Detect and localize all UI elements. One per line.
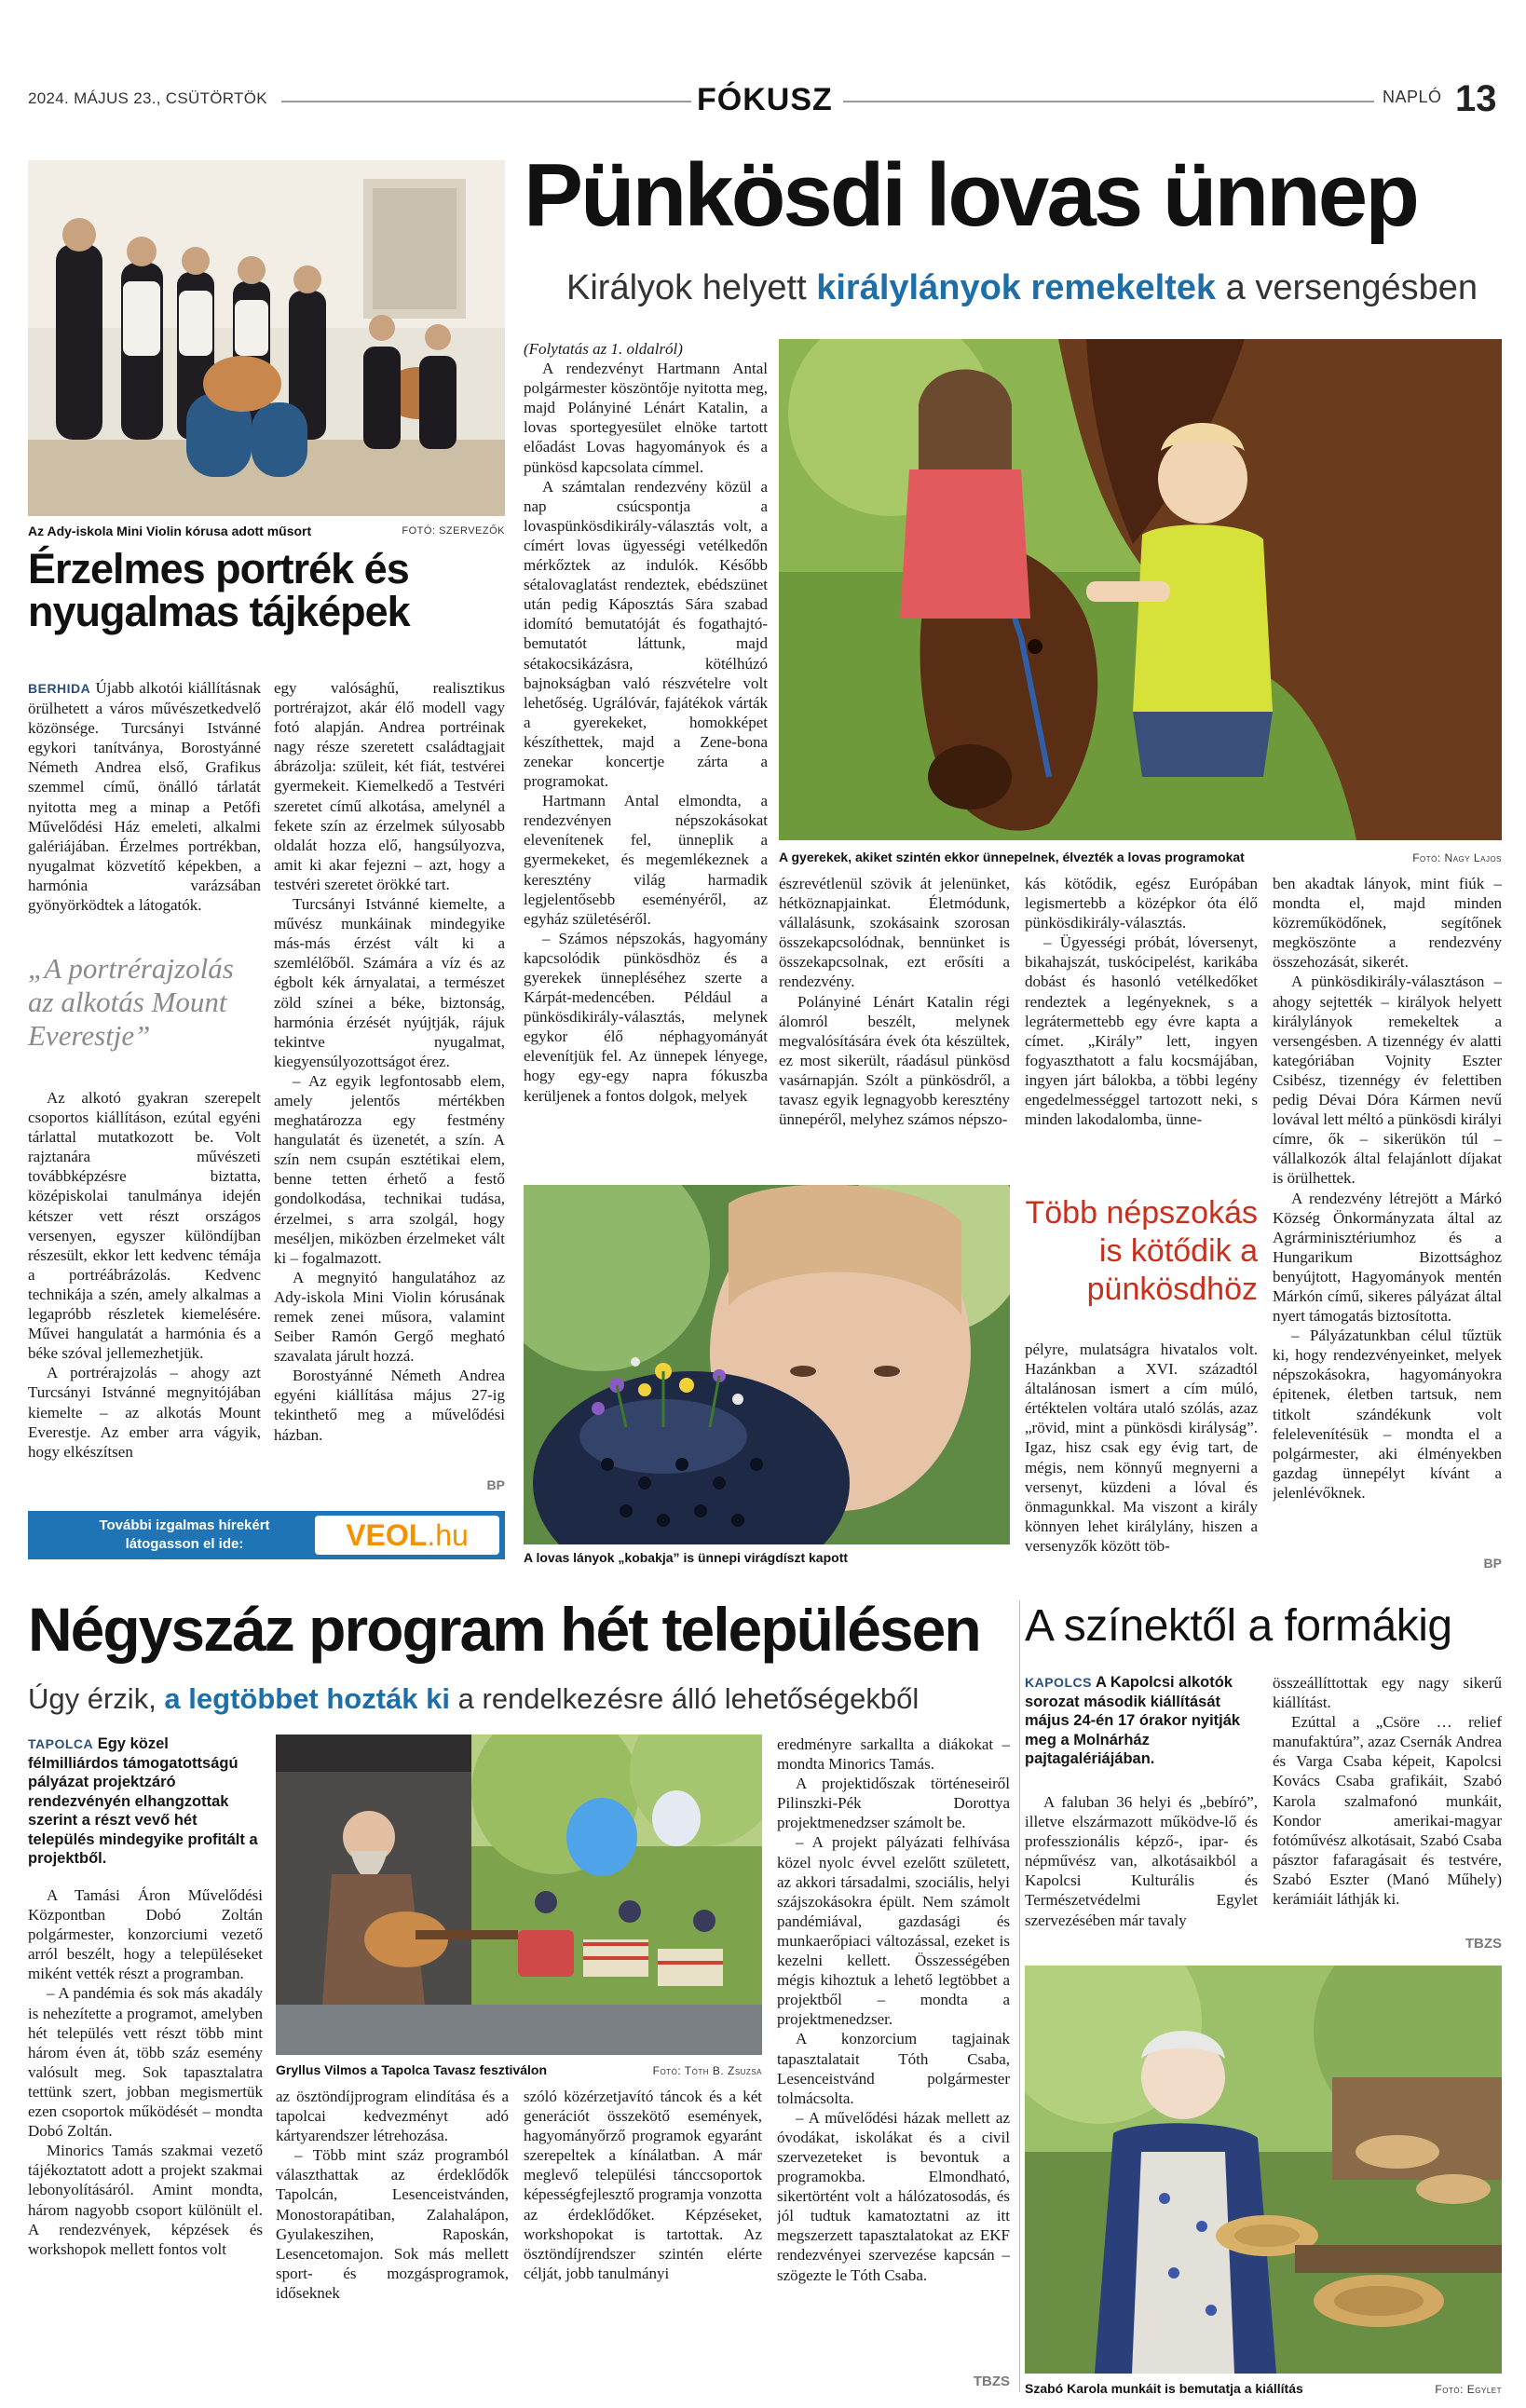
main-col4: ben akadtak lányok, mint fiúk – mondta el, majd minden közreműködőnek, segítőnek megköszönte a rendezvény összehozását, sikerét. A pünkösdikirály-választáson – ahogy sejtették – királyok helyett királylányok remekeltek a versengésben. A tizennégy év alatti kategóriában Vojnity Eszter Csibész, tizennégy év felettiben pedig Dévai Dóra Kármen nevű lovával lett méltó a pünkösdi királyi címre, ők – sikerükön túl – vállalkozók által felajánlott díjakat is örülhettek. A rendezvény létrejött a Márkó Község Önkormányzata által az Agrárminisztériumhoz és a Hungarikum Bizottsághoz benyújtott, Hagyományok mentén Márkón című, sikeres pályázat által nyert támogatás biztosította. – Pályázatunkban célul tűztük ki, hogy rendezvényeinket, melyek népszokásokra, hagyományokra épitenek, életben tartsuk, nem titkolt szándékunk volt felelevenítésük – mondta el a polgármester, aki élményekben gazdag ünnepélyt kívánt a jelenlévőknek.: [1273, 875, 1502, 1502]
kapolcs-title: A színektől a formákig: [1025, 1601, 1452, 1651]
portraits-location: BERHIDA: [28, 681, 91, 696]
festival-photo: [276, 1735, 762, 2055]
main-col3-bottom: pélyre, mulatságra hivatalos volt. Hazánkban a XVI. századtól általánosan ismert a cím múló, értéktelen voltára utaló szólás, azaz „rövid, mint a pünkösdi királyság”. Igaz, hisz csak egy évig tart, de mégis, nem könnyű megnyerni a versenyt, küzdeni a lóval és önmagunkkal. Ma viszont a király könnyen lehet királylány, hiszen a versenyzők között töb-: [1025, 1340, 1258, 1555]
horse-photo: [779, 339, 1502, 840]
main-col3-top: kás kötődik, egész Európában legismertebb a középkor óta élő pünkösdikirály-választás. – Ügyességi próbát, lóversenyt, bikahajszát, tuskócipelést, karikába dobást és hasonló vetélkedőket rendeztek a legényeknek, s a legrátermettebb egy évre kapta a címet. „Király” lett, ingyen fogyaszthatott a falu kocsmájában, ingyen járt bálokba, a többi legény engedelmességgel tartozott neki, s minden lakodalomba, ünne-: [1025, 875, 1258, 1129]
programs-col3: szóló közérzetjavító táncok és a két generációt összekötő események, hagyományőrző programok egyaránt szerepeltek a kínálatban. A már meglevő települési tánccsoportok képességfejlesztő programja vonzotta az érdeklődőket. Képzéseket, workshopokat is tartottak. Az ösztöndíjrendszer szintén elérte célját, jobb tanulmányi: [524, 2088, 762, 2282]
kapolcs-col2: összeállíttottak egy nagy sikerű kiállítást. Ezúttal a „Csöre … relief manufaktúra”, azaz Csernák Andrea és Varga Csaba képeit, Kapolcsi Kovács Csaba grafikáit, Szabó Karola szalmafonó munkáit, Kondor amerikai-magyar fotóművész alkotásait, Szabó Csaba pásztor fafaragásait és testvére, Szabó Eszter (Manó Műhely) kerámiáit láthják ki.: [1273, 1674, 1502, 1909]
main-col1: (Folytatás az 1. oldalról) A rendezvényt Hartmann Antal polgármester köszöntője nyitotta meg, majd Polányiné Lénárt Katalin, a lovas sportegyesület elnöke tartott előadást Lovas hagyományok és a pünkösd kapcsolata címmel. A számtalan rendezvény közül a nap csúcspontja a lovaspünkösdikirály-választás volt, a címért lovas ügyességi vetélkedőn mérkőztek az indulók. Később sétalovaglatást rendeztek, ebédszünet után pedig Káposztás Sára szabad idomító bemutatóját és fogathajtó-bemutatót láttunk, majd sétakocsikázásra, kötélhúzó bajnokságban való részvételre volt lehetőség. Ugrálóvár, fajátékok várták a gyerekeket, homokképet készíthettek, majd a Zene-bona zenekar koncertje zárta a programokat. Hartmann Antal elmondta, a rendezvényen népszokásokat elevenítenek fel, ünneplik a gyermekeket, és megemlékeznek a keresztény világ harmadik legjelentősebb eseményéről, az egyház születéséről. – Számos népszokás, hagyomány kapcsolódik pünkösdhöz és a gyerekek ünnepléséhez szerte a Kárpát-medencében. Például a pünkösdikirály-választás, melynek egykor élő néphagyományát elevenítjük fel. Az ünnepek lényege, hogy egy-egy napra fókuszba kerüljenek a fontos dolgok, melyek: [524, 340, 768, 1105]
main-subtitle: Királyok helyett királylányok remekeltek a versengésben: [566, 268, 1478, 307]
veol-ad-text2: látogasson el ide:: [125, 1536, 244, 1552]
veol-ad[interactable]: [28, 1511, 505, 1559]
kapolcs-lead: KAPOLCS A Kapolcsi alkotók sorozat második kiállítását május 24-én 17 órakor nyitják meg a Molnárház pajtagalériájában.: [1025, 1674, 1241, 1767]
weaver-photo-caption: Szabó Karola munkáit is bemutatja a kiállítás: [1025, 2381, 1303, 2396]
header-date: 2024. MÁJUS 23., CSÜTÖRTÖK: [28, 89, 267, 107]
programs-subtitle: Úgy érzik, a legtöbbet hozták ki a rendelkezésre álló lehetőségekből: [28, 1682, 920, 1715]
programs-col2: az ösztöndíjprogram elindítása és a tapolcai kedvezményt adó kártyarendszer létrehozása. – Több mint száz programból választhattak az érdeklődők Tapolcán, Lesenceistvánden, Monostorapátiban, Zalahalápon, Gyulakeszihen, Raposkán, Lesencetomajon. Sok más mellett sport- és mozgásprogramok, időseknek: [276, 2088, 509, 2302]
kapolcs-signature: TBZS: [1465, 1936, 1502, 1952]
paper-name: NAPLÓ: [1383, 88, 1442, 106]
choir-photo-credit: FOTÓ: SZERVEZŐK: [402, 525, 505, 537]
main-title: Pünkösdi lovas ünnep: [524, 145, 1417, 245]
header-rule-left: [281, 101, 691, 102]
veol-ad-text1: További izgalmas hírekért: [99, 1517, 270, 1533]
bottom-divider: [1019, 1600, 1020, 2392]
kapolcs-location: KAPOLCS: [1025, 1675, 1092, 1690]
helmet-photo: [524, 1185, 1010, 1544]
festival-photo-credit: Fotó: Tóth B. Zsuzsa: [652, 2064, 762, 2077]
portraits-col1-top: BERHIDA Újabb alkotói kiállításnak örülhetett a város művészetkedvelő közönsége. Turcsányi Istvánné egykori tanítványa, Borostyánné Németh Andrea első, Grafikus szemmel című, önálló tárlatát nyitotta meg a minap a Petőfi Művelődési Ház emeleti, alkalmi galériájában. Érzelmes portrékban, nyugalmat közvetítő képekben, a harmónia varázsában gyönyörködtek a látogatók.: [28, 679, 261, 915]
horse-photo-caption: A gyerekek, akiket szintén ekkor ünnepelnek, élvezték a lovas programokat: [779, 850, 1245, 864]
festival-photo-caption: Gryllus Vilmos a Tapolca Tavasz fesztiválon: [276, 2062, 547, 2077]
choir-photo-caption: Az Ady-iskola Mini Violin kórusa adott műsort: [28, 524, 312, 538]
choir-photo: [28, 160, 505, 516]
main-quote: Több népszokás is kötődik a pünkösdhöz: [1025, 1195, 1258, 1307]
programs-col4: eredményre sarkallta a diákokat – mondta Minorics Tamás. A projektidőszak történeseiről Pilinszki-Pék Dorottya projektmenedzser számolt be. – A projekt pályázati felhívása közel nyolc évvel ezelőtt született, az akkori társadalmi, szociális, helyi szájszokásokra épült. Nem számolt pandémiával, gazdasági és munkaerőpiaci változással, ezeket is kezelni kellett. Összességében mégis kihoztuk a lehető legtöbbet a projektből – mondta a projektmenedzser. A konzorcium tagjainak tapasztalatait Tóth Csaba, Lesenceistvánd polgármester tolmácsolta. – A művelődési házak mellett az óvodákat, iskolákat és a civil szervezeteket is bevontuk a programokba. Elmondható, sikertörtént volt a hálózatosodás, és jól tudtuk kamatoztatni az itt megszerzett tapasztalatokat az EKF rendezvényei szervezése kapcsán – szögezte le Tóth Csaba.: [777, 1735, 1010, 2284]
portraits-col2: egy valósághű, realisztikus portrérajzot, akár élő modell vagy fotó alapján. Andrea portréinak nagy része szeretett családtagjait ábrázolja: szüleit, két fiát, testvérei gyermekeit. Kiemelkedő a Testvéri szeretet című alkotása, amelynél a fekete szín az érzelmek súlyosabb oldalát hozza elő, hangsúlyozva, amit ki akar fejezni – azt, hogy a testvéri szeretet örökké tart. Turcsányi Istvánné kiemelte, a művész munkáinak mindegyike más-más érzést vált ki a szemlélőből. Számára a víz és az égbolt kék árnyalatai, a természet zöld színei a béke, biztonság, harmónia érzését nyújtják, rájuk tekintve nyugalmat, kiegyensúlyozottságot érez. – Az egyik legfontosabb elem, amely jelentős mértékben meghatározza egy festmény hangulatát és üzenetét, a szín. A szín nem csupán esztétikai elem, benne tetten érhető a festő gondolkodása, technikai tudása, érzelmei, s arra szolgál, hogy meséljen, miközben érzelmeket vált ki – fogalmazott. A megnyitó hangulatához az Ady-iskola Mini Violin kórusának remek zenei műsora, valamint Seiber Ramón Gergő megható szavalata járult hozzá. Borostyánné Németh Andrea egyéni kiállítása május 27-ig tekinthető meg a művelődési házban.: [274, 679, 505, 1444]
section-title: FÓKUSZ: [697, 82, 833, 117]
programs-signature: TBZS: [973, 2374, 1010, 2389]
veol-logo: [315, 1516, 499, 1555]
page-number: 13: [1455, 78, 1497, 119]
veol-tld: .hu: [427, 1518, 469, 1552]
main-col2: észrevétlenül szövik át jelenünket, hétköznapjainkat. Életmódunk, vállalásunk, szokásaink szorosan összekapcsolódnak, bennünket is összekapcsolnak, ezt erősíti a rendezvény. Polányiné Lénárt Katalin régi álomról beszélt, melynek megvalósítására évek óta készültek, ez most sikerült, ráadásul pünkösd vasárnapján. Szólt a pünkösdről, a tavasz egyik legnagyobb keresztény ünnepéről, melyhez számos népszo-: [779, 875, 1010, 1129]
weaver-photo-credit: Fotó: Egylet: [1435, 2383, 1502, 2396]
portraits-quote: „A portrérajzolás az alkotás Mount Everestje”: [28, 952, 234, 1052]
portraits-title: Érzelmes portrék és nyugalmas tájképek: [28, 545, 410, 635]
portraits-signature: BP: [486, 1477, 505, 1492]
programs-lead: TAPOLCA Egy közel félmilliárdos támogatottságú pályázat projektzáró rendezvényén elhangzottak szerint a részt vevő hét település mindegyike profitált a projektből.: [28, 1735, 258, 1867]
programs-title: Négyszáz program hét településen: [28, 1595, 980, 1664]
horse-photo-credit: Fotó: Nagy Lajos: [1412, 851, 1502, 864]
helmet-photo-caption: A lovas lányok „kobakja” is ünnepi virágdíszt kapott: [524, 1550, 849, 1565]
header-rule-right: [843, 101, 1374, 102]
kapolcs-col1: A faluban 36 helyi és „bebíró”, illetve elszármazott működve-lő és professzionális képző-, ipar- és népművész van, alkotásaikból a Kapolcsi Kulturális és Természetvédelmi Egylet szervezésében már tavaly: [1025, 1793, 1258, 1929]
weaver-photo: [1025, 1966, 1502, 2374]
programs-location: TAPOLCA: [28, 1736, 94, 1751]
main-signature: BP: [1483, 1556, 1502, 1571]
portraits-col1-bottom: Az alkotó gyakran szerepelt csoportos kiállításon, ezútal egyéni tárlattal mutatkozott be. Volt rajztanára művészeti továbbképzésre biztatta, középiskolai tanulmánya idején kétszer vett részt országos versenyen, egyszer különdíjban részesült, ekkor lett kedvenc témája a portréábrázolás. Kedvenc technikája a szén, amely alkalmas a legapróbb részletek kiemelésére. Művei hangulatát a harmónia és a béke szóval jellemezhetjük. A portrérajzolás – ahogy azt Turcsányi Istvánné megnyitójában kiemelte – az alkotás Mount Everestje. Az ember arra vágyik, hogy elkészítsen: [28, 1089, 261, 1461]
veol-brand: VEOL: [346, 1518, 428, 1552]
programs-col1: A Tamási Áron Művelődési Központban Dobó Zoltán polgármester, konzorciumi vezető arról beszélt, hogy a településeket miként vették részt a programban. – A pandémia és sok más akadály is nehezítette a programot, amelyben hét település vett részt több mint három éven át, több száz esemény valósult meg. Sok tapasztalatra tettünk szert, jobban megismertük ezen csoportok működését – mondta Dobó Zoltán. Minorics Tamás szakmai vezető tájékoztatott adott a projekt szakmai lebonyolításáról. Amint mondta, három nagyobb csoport különült el. A rendezvények, képzések és workshopok mellett fontos volt: [28, 1886, 263, 2258]
